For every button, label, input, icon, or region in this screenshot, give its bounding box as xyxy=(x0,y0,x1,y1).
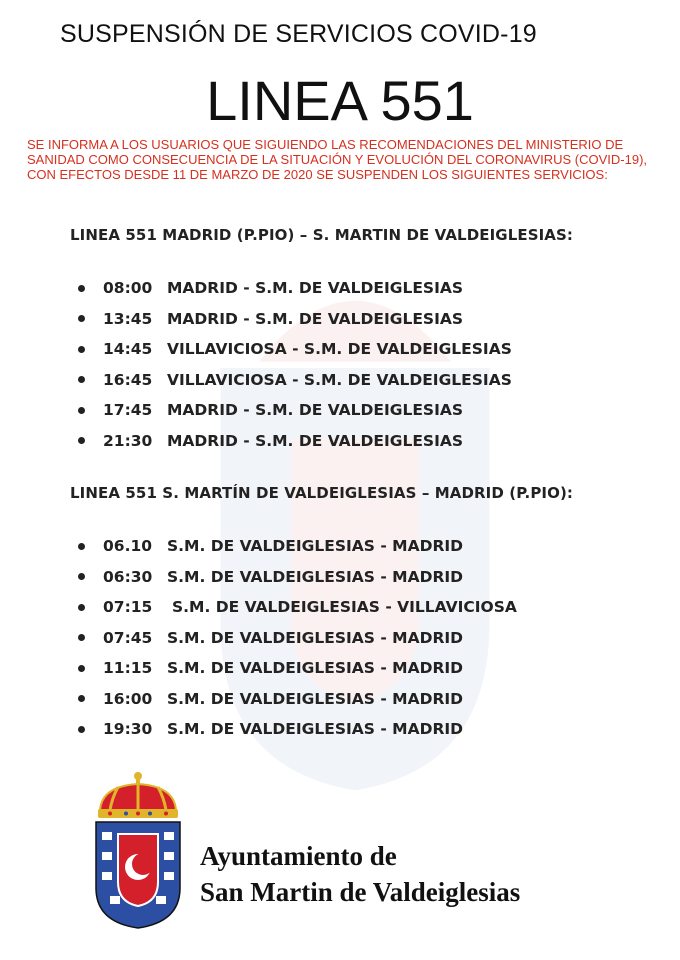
town-hall-line-1: Ayuntamiento de xyxy=(200,841,397,871)
list-item xyxy=(78,592,517,623)
service-route: VILLAVICIOSA - S.M. DE VALDEIGLESIAS xyxy=(167,370,512,389)
list-item xyxy=(78,334,512,365)
bullet-icon xyxy=(78,376,85,383)
list-item xyxy=(78,531,517,562)
list-item xyxy=(78,684,517,715)
service-time: 11:15 xyxy=(103,659,153,678)
town-hall-line-2: San Martin de Valdeiglesias xyxy=(200,877,521,907)
service-route: S.M. DE VALDEIGLESIAS - VILLAVICIOSA xyxy=(172,598,517,617)
list-item xyxy=(78,365,512,396)
service-route: S.M. DE VALDEIGLESIAS - MADRID xyxy=(167,628,464,647)
coat-of-arms-icon xyxy=(88,770,188,930)
service-route: MADRID - S.M. DE VALDEIGLESIAS xyxy=(167,431,464,450)
service-time: 16:45 xyxy=(103,370,153,389)
bullet-icon xyxy=(78,407,85,414)
page-title: SUSPENSIÓN DE SERVICIOS COVID-19 xyxy=(60,20,537,48)
schedule-list-return xyxy=(78,531,517,745)
list-item xyxy=(78,653,517,684)
list-item xyxy=(78,426,512,457)
service-route: MADRID - S.M. DE VALDEIGLESIAS xyxy=(167,279,464,298)
bullet-icon xyxy=(78,315,85,322)
service-route: MADRID - S.M. DE VALDEIGLESIAS xyxy=(167,401,464,420)
notice-text: SE INFORMA A LOS USUARIOS QUE SIGUIENDO LAS RECOMENDACIONES DEL MINISTERIO DE SANIDAD COMO CONSECUENCIA DE LA SITUACIÓN Y EVOLUCIÓN DEL CORONAVIRUS (COVID-19), CON EFECTOS DESDE 11 DE MARZO DE 2020 SE SUSPENDEN LOS SIGUIENTES SERVICIOS: xyxy=(27,137,648,182)
service-route: S.M. DE VALDEIGLESIAS - MADRID xyxy=(167,537,464,556)
bullet-icon xyxy=(78,543,85,550)
list-item xyxy=(78,273,512,304)
service-time: 07:15 xyxy=(103,598,153,617)
service-route: S.M. DE VALDEIGLESIAS - MADRID xyxy=(167,659,464,678)
bullet-icon xyxy=(78,437,85,444)
bullet-icon xyxy=(78,285,85,292)
service-route: MADRID - S.M. DE VALDEIGLESIAS xyxy=(167,309,464,328)
list-item xyxy=(78,714,517,745)
section-heading-outbound: LINEA 551 MADRID (P.PIO) – S. MARTIN DE VALDEIGLESIAS: xyxy=(70,226,574,244)
service-time: 06:30 xyxy=(103,567,153,586)
service-time: 07:45 xyxy=(103,628,153,647)
bullet-icon xyxy=(78,346,85,353)
service-time: 08:00 xyxy=(103,279,153,298)
service-time: 13:45 xyxy=(103,309,153,328)
service-time: 16:00 xyxy=(103,689,153,708)
list-item xyxy=(78,562,517,593)
service-route: S.M. DE VALDEIGLESIAS - MADRID xyxy=(167,567,464,586)
list-item xyxy=(78,395,512,426)
list-item xyxy=(78,304,512,335)
bullet-icon xyxy=(78,634,85,641)
service-time: 06.10 xyxy=(103,537,153,556)
town-hall-name xyxy=(200,838,520,910)
bullet-icon xyxy=(78,726,85,733)
schedule-list-outbound xyxy=(78,273,512,456)
service-time: 14:45 xyxy=(103,340,153,359)
service-route: S.M. DE VALDEIGLESIAS - MADRID xyxy=(167,720,464,739)
list-item xyxy=(78,623,517,654)
line-title: LINEA 551 xyxy=(206,69,474,132)
service-time: 19:30 xyxy=(103,720,153,739)
bullet-icon xyxy=(78,665,85,672)
service-time: 17:45 xyxy=(103,401,153,420)
bullet-icon xyxy=(78,695,85,702)
section-heading-return: LINEA 551 S. MARTÍN DE VALDEIGLESIAS – MADRID (P.PIO): xyxy=(70,484,574,502)
bullet-icon xyxy=(78,604,85,611)
service-route: VILLAVICIOSA - S.M. DE VALDEIGLESIAS xyxy=(167,340,512,359)
service-time: 21:30 xyxy=(103,431,153,450)
service-route: S.M. DE VALDEIGLESIAS - MADRID xyxy=(167,689,464,708)
bullet-icon xyxy=(78,573,85,580)
